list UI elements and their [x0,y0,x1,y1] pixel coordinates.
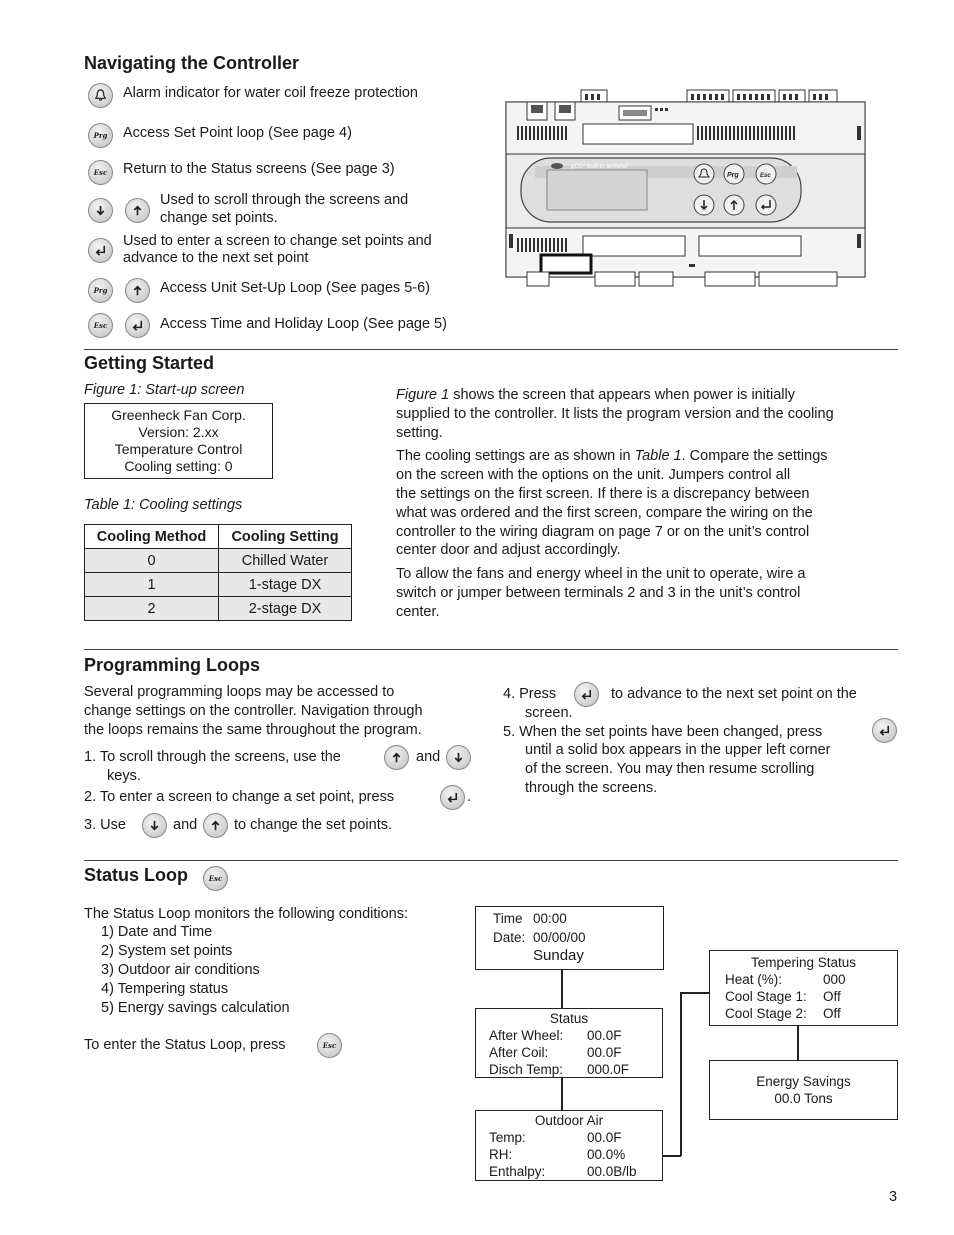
step-1-and: and [416,749,441,765]
step-3-and: and [173,817,198,833]
section-divider [84,349,898,350]
table-cell: 1-stage DX [219,573,352,597]
esc-desc: Return to the Status screens (See page 3) [123,161,395,177]
table-cell: 2 [85,597,219,621]
table-cell: 0 [85,549,219,573]
enter-desc-1: Used to enter a screen to change set points and [123,233,432,249]
scroll-desc-2: change set points. [160,210,278,226]
paragraph-line: through the screens. [525,780,658,796]
table-cell: 2-stage DX [219,597,352,621]
programming-title: Programming Loops [84,655,261,675]
status-enter-text: To enter the Status Loop, press [84,1037,286,1053]
list-item: 1) Date and Time [101,924,213,940]
paragraph-line: center door and adjust accordingly. [396,542,621,559]
esc-key-icon: Esc [88,160,113,185]
step-3-text: 3. Use [84,817,126,833]
table-header: Cooling Setting [219,525,352,549]
enter-key-icon [872,718,897,743]
up-key-icon [384,745,409,770]
section-divider [84,649,898,650]
svg-text:Prg: Prg [727,172,739,179]
connector-line [561,1078,563,1110]
alarm-desc: Alarm indicator for water coil freeze protection [123,85,418,101]
paragraph-line: the loops remains the same throughout the program. [84,722,422,738]
list-item: 3) Outdoor air conditions [101,962,260,978]
step-3-rest: to change the set points. [234,817,392,833]
scroll-desc-1: Used to scroll through the screens and [160,192,409,208]
status-title: Status Loop [84,865,188,885]
outdoor-air-screen: Outdoor Air Temp: 00.0F RH: 00.0% Enthalpy: 00.0B/lb [475,1110,663,1181]
connector-line [561,970,563,1008]
list-item: 2) System set points [101,943,233,959]
startup-line: Version: 2.xx [138,424,219,440]
table-row [85,597,352,621]
energy-savings-screen: Energy Savings 00.0 Tons [709,1060,898,1120]
prg-key-icon: Prg [88,278,113,303]
svg-text:pCO³ built-in terminal: pCO³ built-in terminal [571,164,628,170]
table-cell: 1 [85,573,219,597]
esc-enter-desc: Access Time and Holiday Loop (See page 5) [160,316,447,332]
esc-key-icon: Esc [317,1033,342,1058]
connector-line [680,992,710,994]
paragraph-line: center. [396,603,440,620]
table-row [85,549,352,573]
table-caption: Table 1: Cooling settings [84,497,243,513]
figure-caption: Figure 1: Start-up screen [84,382,245,398]
esc-key-icon: Esc [203,866,228,891]
step-2-end: . [467,789,472,805]
section-divider [84,860,898,861]
paragraph-line: supplied to the controller. It lists the program version and the cooling [396,405,834,422]
nav-title: Navigating the Controller [84,53,300,73]
up-key-icon [125,198,150,223]
down-key-icon [446,745,471,770]
paragraph-line: of the screen. You may then resume scrolling [525,761,815,777]
paragraph: The cooling settings are as shown in Table 1. Compare the settings [396,448,828,465]
step-4-end: screen. [525,705,573,721]
paragraph-line: To allow the fans and energy wheel in the unit to operate, wire a [396,566,806,583]
enter-key-icon [440,785,465,810]
list-item: 5) Energy savings calculation [101,1000,290,1016]
connector-line [797,1026,799,1060]
up-key-icon [125,278,150,303]
connector-line [663,1155,681,1157]
step-1-keys: keys. [107,768,141,784]
prg-desc: Access Set Point loop (See page 4) [123,125,352,141]
enter-desc-2: advance to the next set point [123,250,309,266]
tempering-status-screen: Tempering Status Heat (%): 000 Cool Stage 1: Off Cool Stage 2: Off [709,950,898,1026]
step-5-rest [525,741,831,798]
connector-line [680,992,682,1156]
enter-key-icon [574,682,599,707]
down-key-icon [142,813,167,838]
status-conditions-list [101,923,290,1018]
enter-key-icon [125,313,150,338]
cooling-settings-table [84,524,352,621]
step-4-text: 4. Press [503,686,557,702]
alarm-key-icon [88,83,113,108]
svg-text:Esc: Esc [760,173,771,179]
prg-key-icon: Prg [88,123,113,148]
up-key-icon [203,813,228,838]
startup-line: Cooling setting: 0 [124,458,233,474]
paragraph-line: Several programming loops may be accessed to [84,684,395,700]
paragraph-line: the settings on the first screen. If there is a discrepancy between [396,485,810,502]
controller-illustration [505,88,867,288]
enter-key-icon [88,238,113,263]
programming-intro [84,683,423,740]
startup-line: Greenheck Fan Corp. [111,407,246,423]
down-key-icon [88,198,113,223]
startup-screen [84,403,273,479]
table-row [85,573,352,597]
step-5-text: 5. When the set points have been changed, press [503,724,823,740]
step-1-text: 1. To scroll through the screens, use the [84,749,341,765]
step-4-rest: to advance to the next set point on the [611,686,857,702]
paragraph-line: change settings on the controller. Navigation through [84,703,423,719]
step-2-text: 2. To enter a screen to change a set point, press [84,789,395,805]
getting-started-body [396,386,896,622]
paragraph: Figure 1 shows the screen that appears when power is initially [396,387,795,403]
startup-line: Temperature Control [114,441,243,457]
page-number: 3 [889,1189,898,1205]
paragraph-line: on the screen with the options on the unit. Jumpers control all [396,467,791,484]
paragraph-line: setting. [396,424,443,441]
paragraph-line: what was ordered and the first screen, compare the wiring on the [396,504,813,521]
getting-started-title: Getting Started [84,353,215,373]
table-header: Cooling Method [85,525,219,549]
status-screen: Status After Wheel: 00.0F After Coil: 00.0F Disch Temp: 000.0F [475,1008,663,1078]
prg-up-desc: Access Unit Set-Up Loop (See pages 5-6) [160,280,430,296]
paragraph-line: controller to the wiring diagram on page 7 or on the unit’s control [396,523,810,540]
time-date-screen: Time 00:00 Date: 00/00/00 Sunday [475,906,664,970]
paragraph-line: switch or jumper between terminals 2 and 3 in the unit’s control [396,584,801,601]
paragraph-line: until a solid box appears in the upper left corner [525,742,831,758]
list-item: 4) Tempering status [101,981,229,997]
esc-key-icon: Esc [88,313,113,338]
table-cell: Chilled Water [219,549,352,573]
status-intro: The Status Loop monitors the following conditions: [84,906,409,922]
